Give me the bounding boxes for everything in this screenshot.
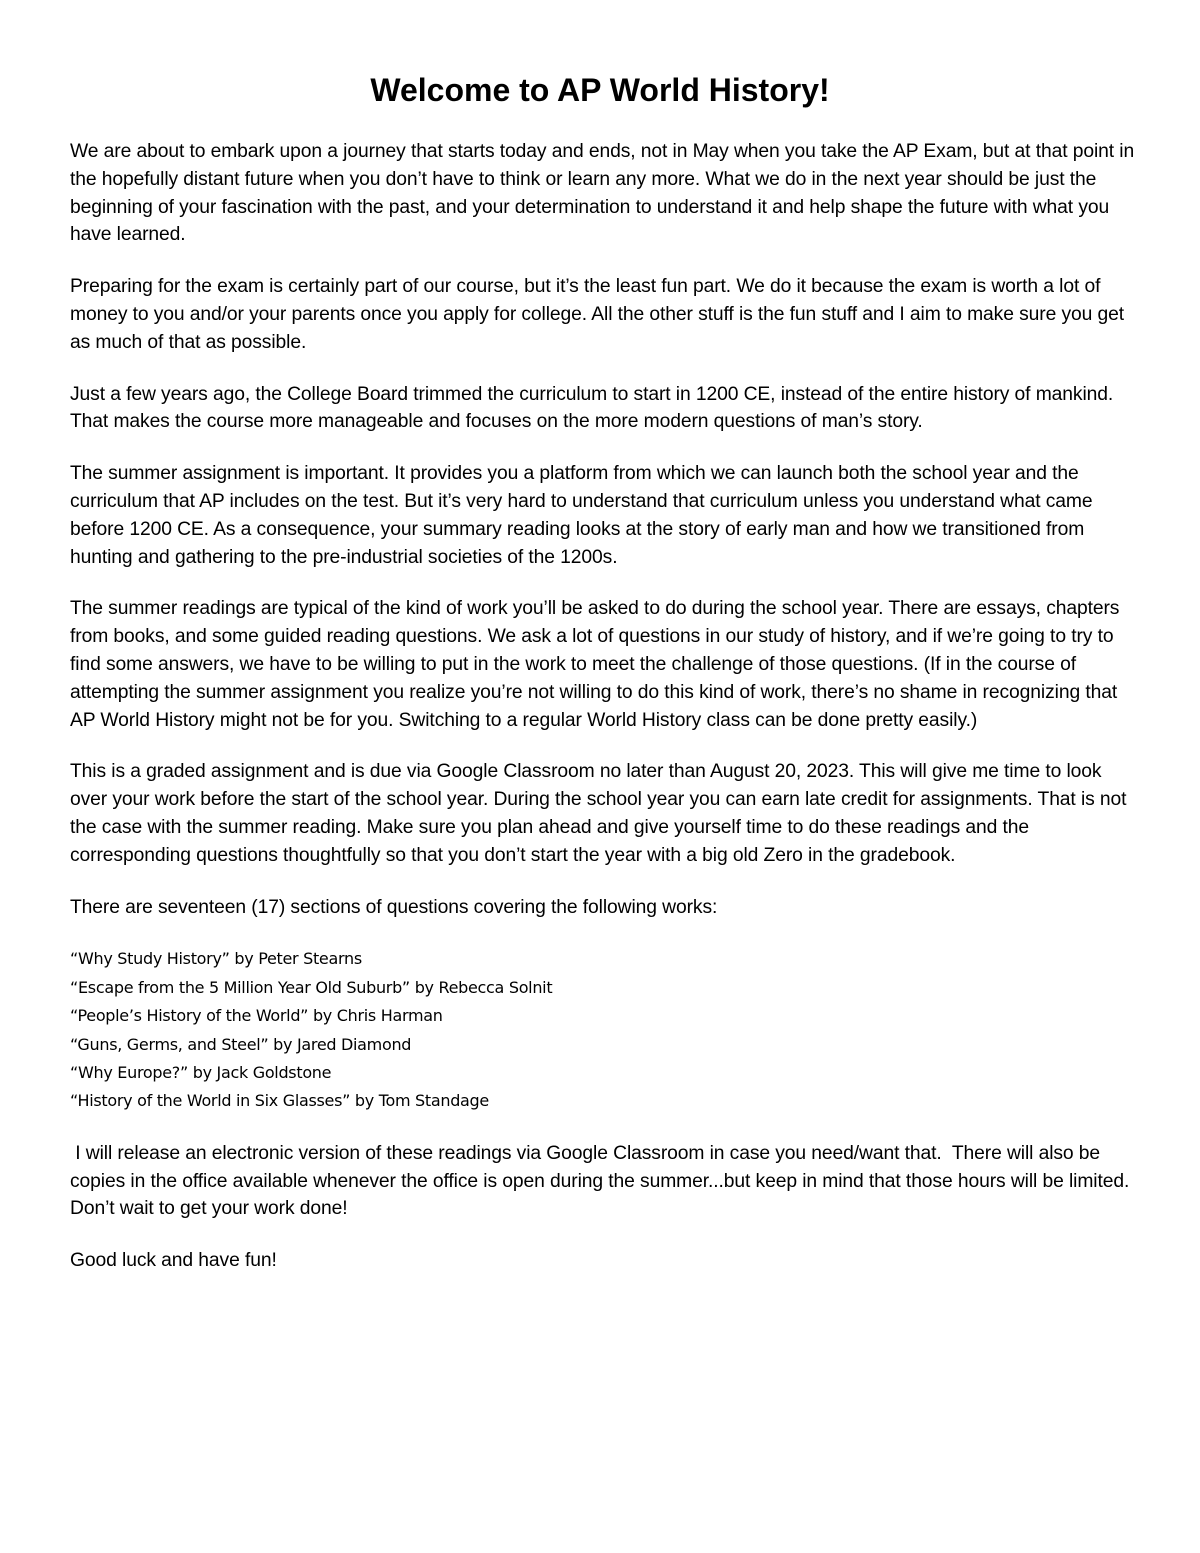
paragraph-summer-readings: The summer readings are typical of the kind of work you’ll be asked to do during the school year. There are essays, chapters from books, and some guided reading questions. We ask a lot of questions in our study of history, and if we’re going to try to find some answers, we have to be willing to put in the work to meet the challenge of those questions. (If in the course of attempting the summer assignment you realize you’re not willing to do this kind of work, there’s no shame in recognizing that AP World History might not be for you. Switching to a regular World History class can be done pretty easily.): [70, 598, 1120, 731]
page-title: Welcome to AP World History!: [370, 72, 830, 108]
paragraph-sections-intro: There are seventeen (17) sections of questions covering the following works:: [70, 896, 718, 918]
list-item: “People’s History of the World” by Chris Harman: [70, 1006, 443, 1026]
paragraph-electronic-version: I will release an electronic version of these readings via Google Classroom in case you need/want that. There will also be copies in the office available whenever the office is open during the summer...but keep in mind that those hours will be limited. Don’t wait to get your work done!: [70, 1142, 1140, 1220]
works-list: [70, 945, 1135, 1115]
list-item: “Escape from the 5 Million Year Old Suburb” by Rebecca Solnit: [70, 977, 553, 997]
paragraph-curriculum: Just a few years ago, the College Board trimmed the curriculum to start in 1200 CE, instead of the entire history of mankind. That makes the course more manageable and focuses on the more modern questions of man’s story.: [70, 383, 1114, 433]
paragraph-sign-off: Good luck and have fun!: [70, 1250, 277, 1272]
list-item: “Why Study History” by Peter Stearns: [70, 949, 362, 969]
list-item: “Why Europe?” by Jack Goldstone: [70, 1062, 332, 1082]
list-item: “Guns, Germs, and Steel” by Jared Diamond: [70, 1034, 412, 1054]
paragraph-exam-prep: Preparing for the exam is certainly part of our course, but it’s the least fun part. We do it because the exam is worth a lot of money to you and/or your parents once you apply for college. All the other stuff is the fun stuff and I aim to make sure you get as much of that as possible.: [70, 276, 1125, 353]
paragraph-due-date: This is a graded assignment and is due via Google Classroom no later than August 20, 2023. This will give me time to look over your work before the start of the school year. During the school year you can earn late credit for assignments. That is not the case with the summer reading. Make sure you plan ahead and give yourself time to do these readings and the corresponding questions thoughtfully so that you don’t start the year with a big old Zero in the gradebook.: [70, 761, 1127, 866]
document-body: [70, 138, 1140, 1299]
paragraph-intro: We are about to embark upon a journey that starts today and ends, not in May when you take the AP Exam, but at that point in the hopefully distant future when you don’t have to think or learn any more. What we do in the next year should be just the beginning of your fascination with the past, and your determination to understand it and help shape the future with what you have learned.: [70, 141, 1135, 246]
list-item: “History of the World in Six Glasses” by Tom Standage: [70, 1091, 489, 1111]
paragraph-summer-assignment: The summer assignment is important. It provides you a platform from which we can launch both the school year and the curriculum that AP includes on the test. But it’s very hard to understand that curriculum unless you understand what came before 1200 CE. As a consequence, your summary reading looks at the story of early man and how we transitioned from hunting and gathering to the pre-industrial societies of the 1200s.: [70, 463, 1093, 568]
